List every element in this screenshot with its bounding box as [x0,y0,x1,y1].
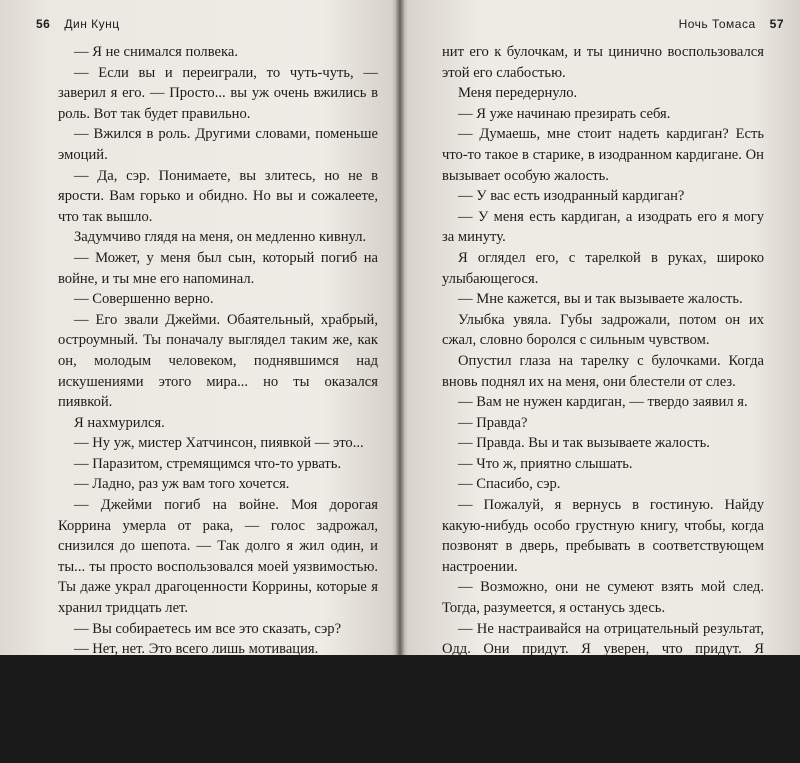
right-running-title: Ночь Томаса [678,17,756,31]
paragraph: — Вы собираетесь им все это сказать, сэр? [74,620,342,637]
paragraph: Я оглядел его, с тарелкой в руках, широко улыбающегося. [442,249,764,287]
paragraph: — Думаешь, мне стоит надеть кардиган? Есть что-то такое в старике, в изодранном кардигане. Он вызывает особую жалость. [442,126,764,184]
paragraph: — Что ж, приятно слышать. [458,455,633,472]
paragraph: — Спасибо, сэр. [458,476,561,493]
paragraph: Задумчиво глядя на меня, он медленно кивнул. [74,229,367,246]
paragraph: Меня передернуло. [458,85,578,102]
paragraph: — Отец Джейми и муж Коррины — не тот старик, которого меланхолия гонит к бутылке. Она го- [58,703,378,761]
right-running-head [442,14,784,34]
paragraph: — Пожалуй, я вернусь в гостиную. Найду какую-нибудь особо грустную книгу, чтобы, когда позвонят в дверь, пребывать в соответствующем настроении. [442,497,764,575]
paragraph: — Может, у меня был сын, который погиб на войне, и ты мне его напоминал. [58,249,378,287]
paragraph: Улыбка увяла. Губы задрожали, потом он их сжал, словно боролся с сильным чувством. [442,311,764,349]
right-page-body [442,42,764,701]
paragraph: Опустил глаза на тарелку с булочками. Когда вновь поднял их на меня, они блестели от слез. [442,352,764,390]
paragraph: — У вас есть изодранный кардиган? [458,188,685,205]
paragraph: — Правда? [458,414,528,431]
paragraph: — Если вы и переиграли, то чуть-чуть, — заверил я его. — Просто... вы уж очень вжились в роль. Вот так будет правильно. [58,64,378,122]
paragraph: — Я не снимался полвека. [74,44,238,60]
paragraph: — Правда. Вы и так вызываете жалость. [458,435,710,452]
paragraph: — Его звали Джейми. Обаятельный, храбрый, остроумный. Ты поначалу выглядел таким же, как он, молодым человеком, поднявшимся над искушениями этого мира... но ты оказался пиявкой. [58,311,378,411]
paragraph: — Вам не нужен кардиган, — твердо заявил я. [458,394,748,411]
left-page [0,0,398,761]
paragraph: — Я уже начинаю презирать себя. [458,105,671,122]
continued-paragraph: нит его к булочкам, и ты цинично воспользовался этой его слабостью. [442,44,764,81]
paragraph: — У меня есть кардиган, а изодрать его я могу за минуту. [442,208,764,246]
paragraph: Я нахмурился. [74,414,165,431]
paragraph: — Да, сэр. Понимаете, вы злитесь, но не в ярости. Вам горько и обидно. Но вы и сожалеете, что так вышло. [58,167,378,225]
paragraph: — Вжился в роль. Другими словами, поменьше эмоций. [58,126,378,163]
paragraph: — Паразитом, стремящимся что-то урвать. [74,455,342,472]
right-page-number: 57 [769,17,784,31]
paragraph: — Ладно, раз уж вам того хочется. [74,476,290,493]
paragraph: — Совершенно верно. [74,291,214,308]
paragraph: — Ну уж, мистер Хатчинсон, пиявкой — это... [74,435,364,452]
paragraph: Он достал из буфета тарелку. Положил на нее две булочки. [58,661,378,699]
paragraph: — Возможно, они не сумеют взять мой след. Тогда, разумеется, я останусь здесь. [442,579,764,617]
paragraph: Он толкнул вращающуюся дверь с энергией мо- [458,682,759,699]
left-page-number: 56 [36,17,51,31]
paragraph: — Джейми погиб на войне. Моя дорогая Коррина умерла от рака, — голос задрожал, снизился до шепота. — Так долго я жил один, и ты... ты просто воспользовался моей уязвимостью. Ты даже украл драгоценности Коррины, которые я хранил тридцать лет. [58,497,378,617]
paragraph: — Мне кажется, вы и так вызываете жалость. [458,291,743,308]
right-page [402,0,800,699]
paragraph: — Не настраивайся на отрицательный результат, Одд. Они придут. Я уверен, что придут. Я позаботься. [442,620,764,678]
left-running-title: Дин Кунц [64,17,120,31]
left-running-head [36,14,378,34]
paragraph: — Нет, нет. Это всего лишь мотивация. [74,641,319,658]
